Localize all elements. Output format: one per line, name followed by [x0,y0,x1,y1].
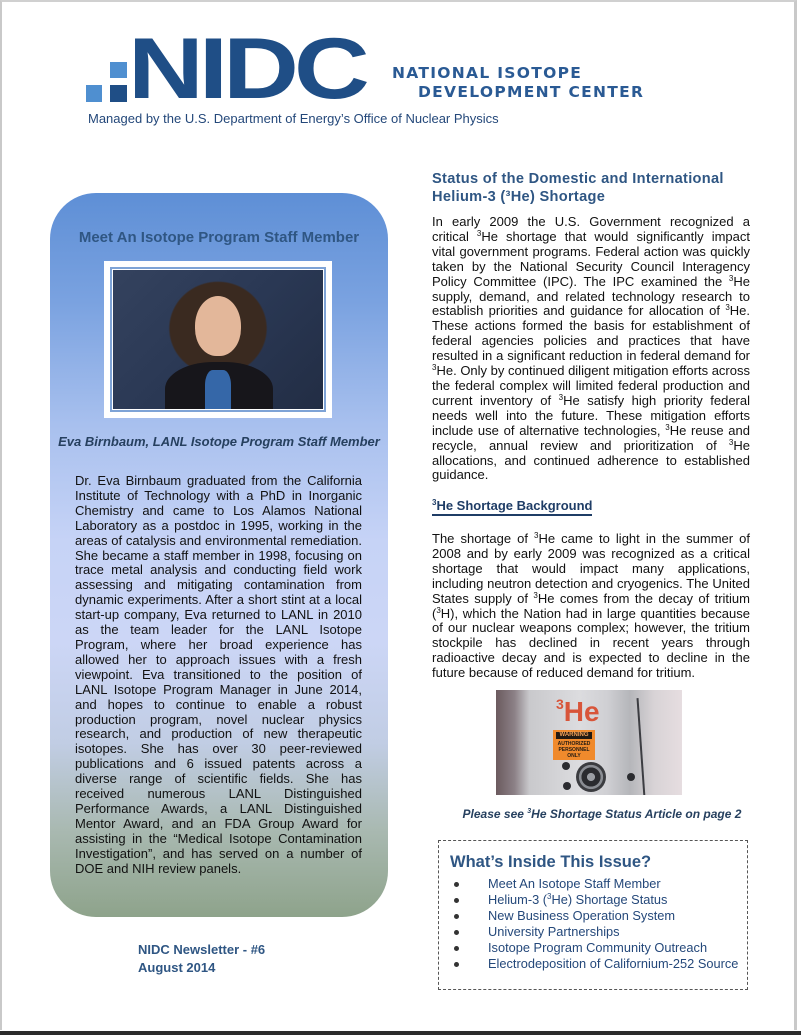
background-paragraph [432,532,750,681]
staff-spotlight-card [50,193,388,917]
managed-by-line: Managed by the U.S. Department of Energy’s Office of Nuclear Physics [88,111,499,126]
whats-inside-list [454,876,738,972]
logo-square-icon [110,62,127,78]
text-run: He reuse and recycle, annual review and prioritization of [432,422,750,453]
superscript: 3 [436,605,441,615]
superscript: 3 [547,892,552,901]
subheading-text: He Shortage Background [436,498,593,513]
staff-photo-caption: Eva Birnbaum, LANL Isotope Program Staff Member [58,434,380,449]
text-run: He satisfy high priority federal needs well into the future. These mitigation efforts include use of alternative technologies, [432,392,750,438]
issue-date: August 2014 [138,960,216,975]
text-run: He comes from the decay of tritium ( [432,590,750,621]
logo-subtitle-line1: NATIONAL ISOTOPE [392,64,583,82]
helium3-photo [496,690,682,795]
bolt-icon [562,762,570,770]
superscript: 3 [558,392,564,402]
text-run: He shortage that would significantly impact vital government programs. Federal action was quickly taken by the National Security Council Interagency Policy Committee (IPC). The IPC examined the [432,228,751,289]
article-title-line2: Helium-3 (³He) Shortage [432,189,606,205]
photo-figure-face [195,296,241,356]
list-item-label: Helium-3 ( [488,892,548,907]
text-run: He came to light in the summer of 2008 and by early 2009 was recognized as a critical shortage that would impact many applications, including neutron detection and cryogenics. The United States supply of [432,531,751,606]
logo-subtitle [392,64,644,102]
valve-knob-icon [576,762,606,792]
staff-bio: Dr. Eva Birnbaum graduated from the California Institute of Technology with a PhD in Inorganic Chemistry and came to Los Alamos National Laboratory as a postdoc in 1995, working in the areas of catalysis and environmental remediation. She became a staff member in 1998, focusing on trace metal analysis and conducting field work assessing and mitigating contamination from dynamic experiments. After a short stint at a local start-up company, Eva returned to LANL in 2010 as the team leader for the LANL Isotope Program, where her broad experience has allowed her to approach issues with a fresh viewpoint. Eva transitioned to the position of LANL Isotope Program Manager in June 2014, and hopes to continue to enable a robust production program, novel nuclear physics research, and production of new therapeutic isotopes. She has over 30 peer-reviewed publications and 6 issued patents across a diverse range of scientific fields. She has received numerous LANL Distinguished Performance Awards, a LANL Distinguished Mentor Award, and an FDA Group Award for assisting in the “Medical Isotope Contamination Investigation”, and has served on a number of DOE and NIH review panels. [75,473,362,876]
text-run: He. Only by continued diligent mitigation efforts across the federal complex will limited federal production and current inventory of [432,363,750,408]
page-bottom-edge [0,1031,801,1035]
warning-sign-title: WARNING [556,732,592,739]
bullet-icon [454,898,459,903]
superscript: 3 [527,808,532,815]
text-run: H), which the Nation had in large quantities because of our nuclear weapons complex; however, the tritium stockpile has declined in recent years through radioactive decay and is expected to decline in the future because of reduced demand for tritium. [432,605,750,681]
bullet-icon [454,946,459,951]
photo-he-text: He [563,696,600,727]
bullet-icon [454,930,459,935]
text-run: He allocations, and continued adherence to established guidance. [432,437,750,483]
article-title [432,170,762,206]
staff-card-title: Meet An Isotope Program Staff Member [78,229,360,246]
logo-wordmark: NIDC [128,21,365,117]
logo-subtitle-line2: DEVELOPMENT CENTER [418,83,645,101]
background-subheading [432,499,592,516]
list-item[interactable] [454,892,738,908]
bolt-icon [627,773,635,781]
list-item[interactable] [454,956,738,972]
superscript: 3 [665,422,670,432]
caption-text: He Shortage Status Article on page 2 [531,807,742,821]
text-run: He. These actions formed the basis for establishment of federal agencies policies and practices that have resulted in a significant reduction in federal demand for [432,303,750,364]
list-item-label: Electrodeposition of Californium-252 Source [488,956,739,971]
list-item[interactable] [454,924,738,940]
whats-inside-title: What’s Inside This Issue? [450,853,652,871]
issue-number: NIDC Newsletter - #6 [138,942,266,957]
logo-square-icon [86,85,102,102]
photo-he-label [556,698,600,726]
bullet-icon [454,962,459,967]
logo-square-icon [110,85,127,102]
list-item[interactable] [454,876,738,892]
bolt-icon [563,782,571,790]
superscript: 3 [728,273,734,283]
article-paragraph [432,215,750,483]
superscript: 3 [432,363,437,373]
caption-text: Please see [462,807,528,821]
superscript: 3 [728,437,734,447]
superscript: 3 [534,531,539,540]
bullet-icon [454,882,459,887]
list-item[interactable] [454,940,738,956]
text-run: The shortage of [432,531,535,546]
text-run: He supply, demand, and related technology research to establish priorities and guidance for allocation of [432,273,750,319]
superscript: 3 [476,228,482,238]
list-item-label: Isotope Program Community Outreach [488,940,708,955]
superscript: 3 [432,498,437,507]
bullet-icon [454,914,459,919]
list-item-label: Meet An Isotope Staff Member [488,876,661,891]
superscript: 3 [725,303,730,313]
whats-inside-box [438,840,748,990]
staff-photo-border [110,267,326,412]
list-item-label: University Partnerships [488,924,620,939]
list-item[interactable] [454,908,738,924]
staff-photo [113,270,323,409]
warning-sign [553,730,595,760]
nidc-logo [86,21,646,117]
superscript: 3 [556,696,564,712]
text-run: In early 2009 the U.S. Government recognized a critical [432,214,750,244]
superscript: 3 [533,590,538,600]
photo-rail [637,698,646,795]
photo-figure-shirt [205,370,231,409]
article-title-line1: Status of the Domestic and International [432,171,724,187]
photo-caption [432,807,772,821]
warning-sign-text: AUTHORIZED PERSONNEL ONLY [557,741,591,759]
list-item-label: He) Shortage Status [551,892,668,907]
staff-photo-frame [104,261,332,418]
list-item-label: New Business Operation System [488,908,676,923]
issue-info [138,941,265,977]
